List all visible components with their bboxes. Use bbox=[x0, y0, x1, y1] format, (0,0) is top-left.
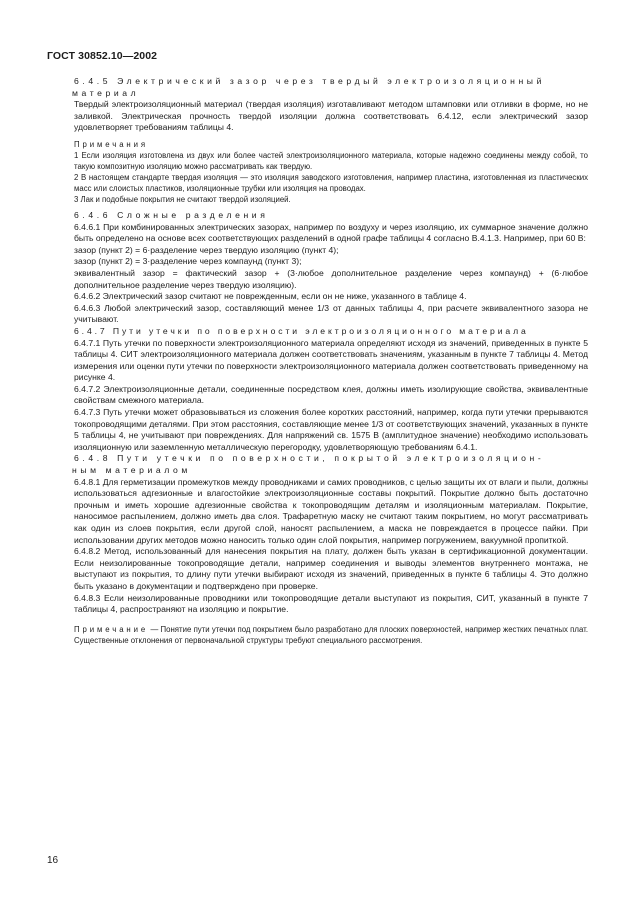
section-6-4-5-title-cont: материал bbox=[72, 87, 140, 98]
para-6-4-6-3: 6.4.6.3 Любой электрический зазор, составляющий менее 1/3 от данных таблицы 4, при расчете эквивалентного зазора не учитывают. bbox=[74, 302, 588, 325]
para-6-4-7-2: 6.4.7.2 Электроизоляционные детали, соединенные посредством клея, должны иметь изолирующие свойства, эквивалентные свойствам смежного материала. bbox=[74, 383, 588, 406]
formula-3: эквивалентный зазор = фактический зазор + (3·любое дополнительное разделение через компаунд) + (6·любое дополнительное разделение через твердую изоляцию). bbox=[74, 267, 588, 290]
section-6-4-5-text: Твердый электроизоляционный материал (твердая изоляция) изготавливают методом штамповки или отливки в форме, но не заливкой. Электрическая прочность твердой изоляции должна соответствовать 6.4.12, если электрический зазор удовлетворяет требованиям таблицы 4. bbox=[74, 99, 588, 133]
document-header: ГОСТ 30852.10—2002 bbox=[47, 50, 158, 62]
section-6-4-8-title-cont: ным материалом bbox=[72, 465, 191, 476]
formula-2: зазор (пункт 2) = 3·разделение через компаунд (пункт 3); bbox=[74, 256, 302, 267]
section-6-4-8-title: 6.4.8 Пути утечки по поверхности, покрытой электроизоляцион- bbox=[74, 453, 545, 464]
final-note-text: — Понятие пути утечки под покрытием было разработано для плоских поверхностей, например жестких печатных плат. Существенные отклонения от первоначальной структуры требуют специального рассмотрения. bbox=[74, 624, 588, 645]
para-6-4-6-2: 6.4.6.2 Электрический зазор считают не поврежденным, если он не ниже, указанного в таблице 4. bbox=[74, 291, 467, 302]
section-6-4-7-title: 6.4.7 Пути утечки по поверхности электроизоляционного материала bbox=[74, 325, 529, 336]
note-3: 3 Лак и подобные покрытия не считают твердой изоляцией. bbox=[74, 194, 291, 204]
section-6-4-5-title: 6.4.5 Электрический зазор через твердый электроизоляционный bbox=[74, 76, 545, 86]
para-6-4-8-2: 6.4.8.2 Метод, использованный для нанесения покрытия на плату, должен быть указан в сертификационной документации. Если неизолированные токопроводящие детали, например соединения и выводы элементов внутреннего монтажа, не выступают из покрытия, то длину пути утечки выбирают исходя из значений, приведенных в пункте 6 таблицы 4. Это должно быть указано в документации и подтверждено при проверке. bbox=[74, 546, 588, 591]
para-6-4-7-1: 6.4.7.1 Путь утечки по поверхности электроизоляционного материала определяют исходя из значений, приведенных в пункте 5 таблицы 4. СИТ электроизоляционного материала должен соответствовать значениям, указанным в пункте 7 таблицы 4. Метод измерения или оценки пути утечки по поверхности электроизоляционного материала должен соответствовать приведенному на рисунке 4. bbox=[74, 337, 588, 383]
final-note bbox=[74, 624, 588, 646]
page-number: 16 bbox=[47, 855, 59, 866]
para-6-4-7-3: 6.4.7.3 Путь утечки может образовываться из сложения более коротких расстояний, например, когда пути утечки прерываются токопроводящими деталями. При этом расстояния, составляющие менее 1/3 от соответствующих значений, указанных в пункте 5 таблицы 4, не учитывают при повреждениях. Для напряжений св. 1575 В (амплитудное значение) необходимо использовать изоляционную или заземленную металлическую перегородку, удовлетворяющую требованиям 6.4.1. bbox=[74, 407, 588, 452]
notes-title: Примечания bbox=[74, 139, 149, 149]
final-note-label: Примечание bbox=[74, 624, 149, 634]
document-body bbox=[74, 76, 588, 646]
para-6-4-8-3: 6.4.8.3 Если неизолированные проводники или токопроводящие детали выступают из покрытия, СИТ, указанный в пункте 7 таблицы 4, распространяют на изоляцию и покрытие. bbox=[74, 592, 588, 615]
formula-1: зазор (пункт 2) = 6·разделение через твердую изоляцию (пункт 4); bbox=[74, 244, 339, 255]
note-2: 2 В настоящем стандарте твердая изоляция — это изоляция заводского изготовления, например пластина, изготовленная из пластических масс или слоистых пластиков, изоляционные трубки или изоляция на проводах. bbox=[74, 172, 588, 193]
para-6-4-6-1: 6.4.6.1 При комбинированных электрических зазорах, например по воздуху и через изоляцию, их суммарное значение должно быть определено на основе всех соответствующих разделений в одной графе таблицы 4 согласно В.4.1.3. Например, при 60 В: bbox=[74, 221, 588, 244]
note-1: 1 Если изоляция изготовлена из двух или более частей электроизоляционного материала, которые надежно соединены между собой, то такую композитную изоляцию можно рассматривать как твердую. bbox=[74, 150, 588, 171]
para-6-4-8-1: 6.4.8.1 Для герметизации промежутков между проводниками и самих проводников, с целью защиты их от влаги и пыли, должны использоваться адгезионные и влагостойкие электроизоляционные составы покрытий. Покрытие должно быть достаточно прочным и иметь хорошие адгезионные свойства к токопроводящим деталям и изоляционным материалам. Покрытие, наносимое распылением, должно иметь два слоя. Трафаретную маску не считают таким покрытием, но могут рассматривать как один из слоев покрытия, если другой слой, наносят распылением, а маска не повреждается в процессе пайки. При использовании других методов можно наносить только один слой покрытия, например погружением, вакуумной пропиткой. bbox=[74, 476, 588, 545]
section-6-4-6-title: 6.4.6 Сложные разделения bbox=[74, 209, 269, 220]
